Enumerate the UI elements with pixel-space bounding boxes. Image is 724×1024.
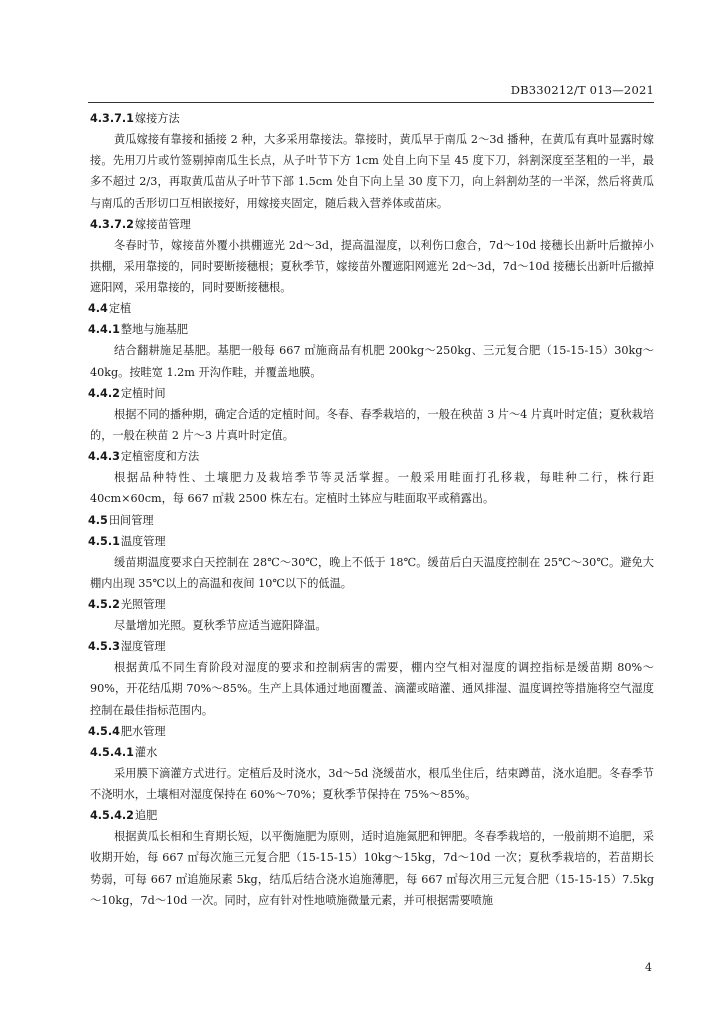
section-heading bbox=[88, 531, 654, 552]
paragraph: 采用膜下滴灌方式进行。定植后及时浇水，3d～5d 浇缓苗水，根瓜坐住后，结束蹲苗，浇水追肥。冬春季节不浇明水，土壤相对湿度保持在 60%～70%；夏秋季节保持在 75%～85%。 bbox=[90, 766, 654, 802]
section-title: 定植密度和方法 bbox=[120, 450, 200, 464]
paragraph: 根据品种特性、土壤肥力及栽培季节等灵活掌握。一般采用畦面打孔移栽，每畦种二行，株行距 40cm×60cm，每 667 ㎡栽 2500 株左右。定植时土钵应与畦面取平或稍露出。 bbox=[90, 471, 654, 506]
section-number: 4.5.4 bbox=[88, 724, 120, 738]
section-number: 4.4 bbox=[88, 302, 108, 316]
section-heading bbox=[88, 383, 654, 404]
section-heading bbox=[90, 805, 654, 826]
section-number: 4.4.2 bbox=[88, 386, 120, 400]
section-heading bbox=[88, 510, 654, 531]
section-number: 4.5 bbox=[88, 513, 108, 527]
paragraph: 冬春时节，嫁接苗外覆小拱棚遮光 2d～3d，提高温湿度，以利伤口愈合，7d～10d 接穗长出新叶后撤掉小拱棚，采用靠接的，同时要断接穗根；夏秋季节，嫁接苗外覆遮阳网遮光 2d～3d，7d～10d 接穗长出新叶后撤掉遮阳网，采用靠接的，同时要断接穗根。 bbox=[90, 238, 654, 295]
section-number: 4.5.2 bbox=[88, 598, 120, 612]
section-title: 肥水管理 bbox=[120, 724, 166, 738]
section-heading bbox=[90, 742, 654, 763]
section-heading bbox=[90, 214, 654, 235]
section-title: 整地与施基肥 bbox=[120, 323, 188, 337]
section-number: 4.4.3 bbox=[88, 450, 120, 464]
page-number: 4 bbox=[645, 961, 652, 974]
section-heading bbox=[88, 446, 654, 467]
paragraph: 黄瓜嫁接有靠接和插接 2 种，大多采用靠接法。靠接时，黄瓜早于南瓜 2～3d 播种，在黄瓜有真叶显露时嫁接。先用刀片或竹签剔掉南瓜生长点，从子叶节下方 1cm 处自上向下呈 45 度下刀，斜割深度至茎粗的一半，最多不超过 2/3，再取黄瓜苗从子叶节下部 1.5cm 处自下向上呈 30 度下刀，向上斜割幼茎的一半深，然后将黄瓜与南瓜的舌形切口互相嵌接好，用嫁接夹固定，随后栽入营养体或苗床。 bbox=[90, 133, 654, 210]
section-title: 温度管理 bbox=[120, 534, 166, 548]
section-title: 湿度管理 bbox=[120, 640, 166, 654]
paragraph: 缓苗期温度要求白天控制在 28℃～30℃，晚上不低于 18℃。缓苗后白天温度控制在 25℃～30℃。避免大棚内出现 35℃以上的高温和夜间 10℃以下的低温。 bbox=[90, 555, 654, 590]
section-number: 4.3.7.1 bbox=[90, 112, 134, 125]
section-title: 田间管理 bbox=[108, 513, 154, 527]
section-number: 4.5.1 bbox=[88, 534, 120, 548]
section-title: 嫁接方法 bbox=[134, 112, 180, 125]
section-number: 4.4.1 bbox=[88, 323, 120, 337]
paragraph: 尽量增加光照。夏秋季节应适当遮阳降温。 bbox=[114, 619, 327, 633]
section-heading bbox=[88, 636, 654, 657]
document-body bbox=[88, 108, 654, 911]
section-heading bbox=[88, 721, 654, 742]
paragraph: 结合翻耕施足基肥。基肥一般每 667 ㎡施商品有机肥 200kg～250kg、三元复合肥（15-15-15）30kg～40kg。按畦宽 1.2m 开沟作畦，并覆盖地膜。 bbox=[90, 344, 654, 379]
section-heading bbox=[88, 594, 654, 615]
section-heading bbox=[88, 319, 654, 340]
section-title: 定植时间 bbox=[120, 386, 166, 400]
section-heading bbox=[88, 298, 654, 319]
paragraph: 根据黄瓜不同生育阶段对湿度的要求和控制病害的需要，棚内空气相对湿度的调控指标是缓苗期 80%～90%，开花结瓜期 70%～85%。生产上具体通过地面覆盖、滴灌或暗灌、通风排湿、温度调控等措施将空气湿度控制在最佳指标范围内。 bbox=[90, 661, 654, 717]
section-title: 灌水 bbox=[134, 745, 158, 759]
document-code: DB330212/T 013—2021 bbox=[510, 83, 654, 97]
paragraph: 根据黄瓜长相和生育期长短，以平衡施肥为原则，适时追施氮肥和钾肥。冬春季栽培的，一般前期不追肥，采收期开始，每 667 ㎡每次施三元复合肥（15-15-15）10kg～15kg，7d～10d 一次；夏秋季栽培的，若苗期长势弱，可每 667 ㎡追施尿素 5kg，结瓜后结合浇水追施薄肥，每 667 ㎡每次用三元复合肥（15-15-15）7.5kg～10kg，7d～10d 一次。同时，应有针对性地喷施微量元素，并可根据需要喷施 bbox=[90, 830, 654, 907]
section-title: 光照管理 bbox=[120, 598, 166, 612]
section-number: 4.5.4.1 bbox=[90, 745, 134, 759]
section-number: 4.3.7.2 bbox=[90, 217, 134, 231]
section-number: 4.5.4.2 bbox=[90, 809, 134, 823]
section-title: 追肥 bbox=[134, 809, 158, 823]
section-title: 定植 bbox=[108, 302, 132, 316]
paragraph: 根据不同的播种期，确定合适的定植时间。冬春、春季栽培的，一般在秧苗 3 片～4 片真叶时定值；夏秋栽培的，一般在秧苗 2 片～3 片真叶时定值。 bbox=[90, 407, 654, 443]
header-divider bbox=[88, 102, 654, 103]
section-number: 4.5.3 bbox=[88, 640, 120, 654]
section-heading bbox=[90, 108, 654, 129]
section-title: 嫁接苗管理 bbox=[134, 217, 191, 231]
